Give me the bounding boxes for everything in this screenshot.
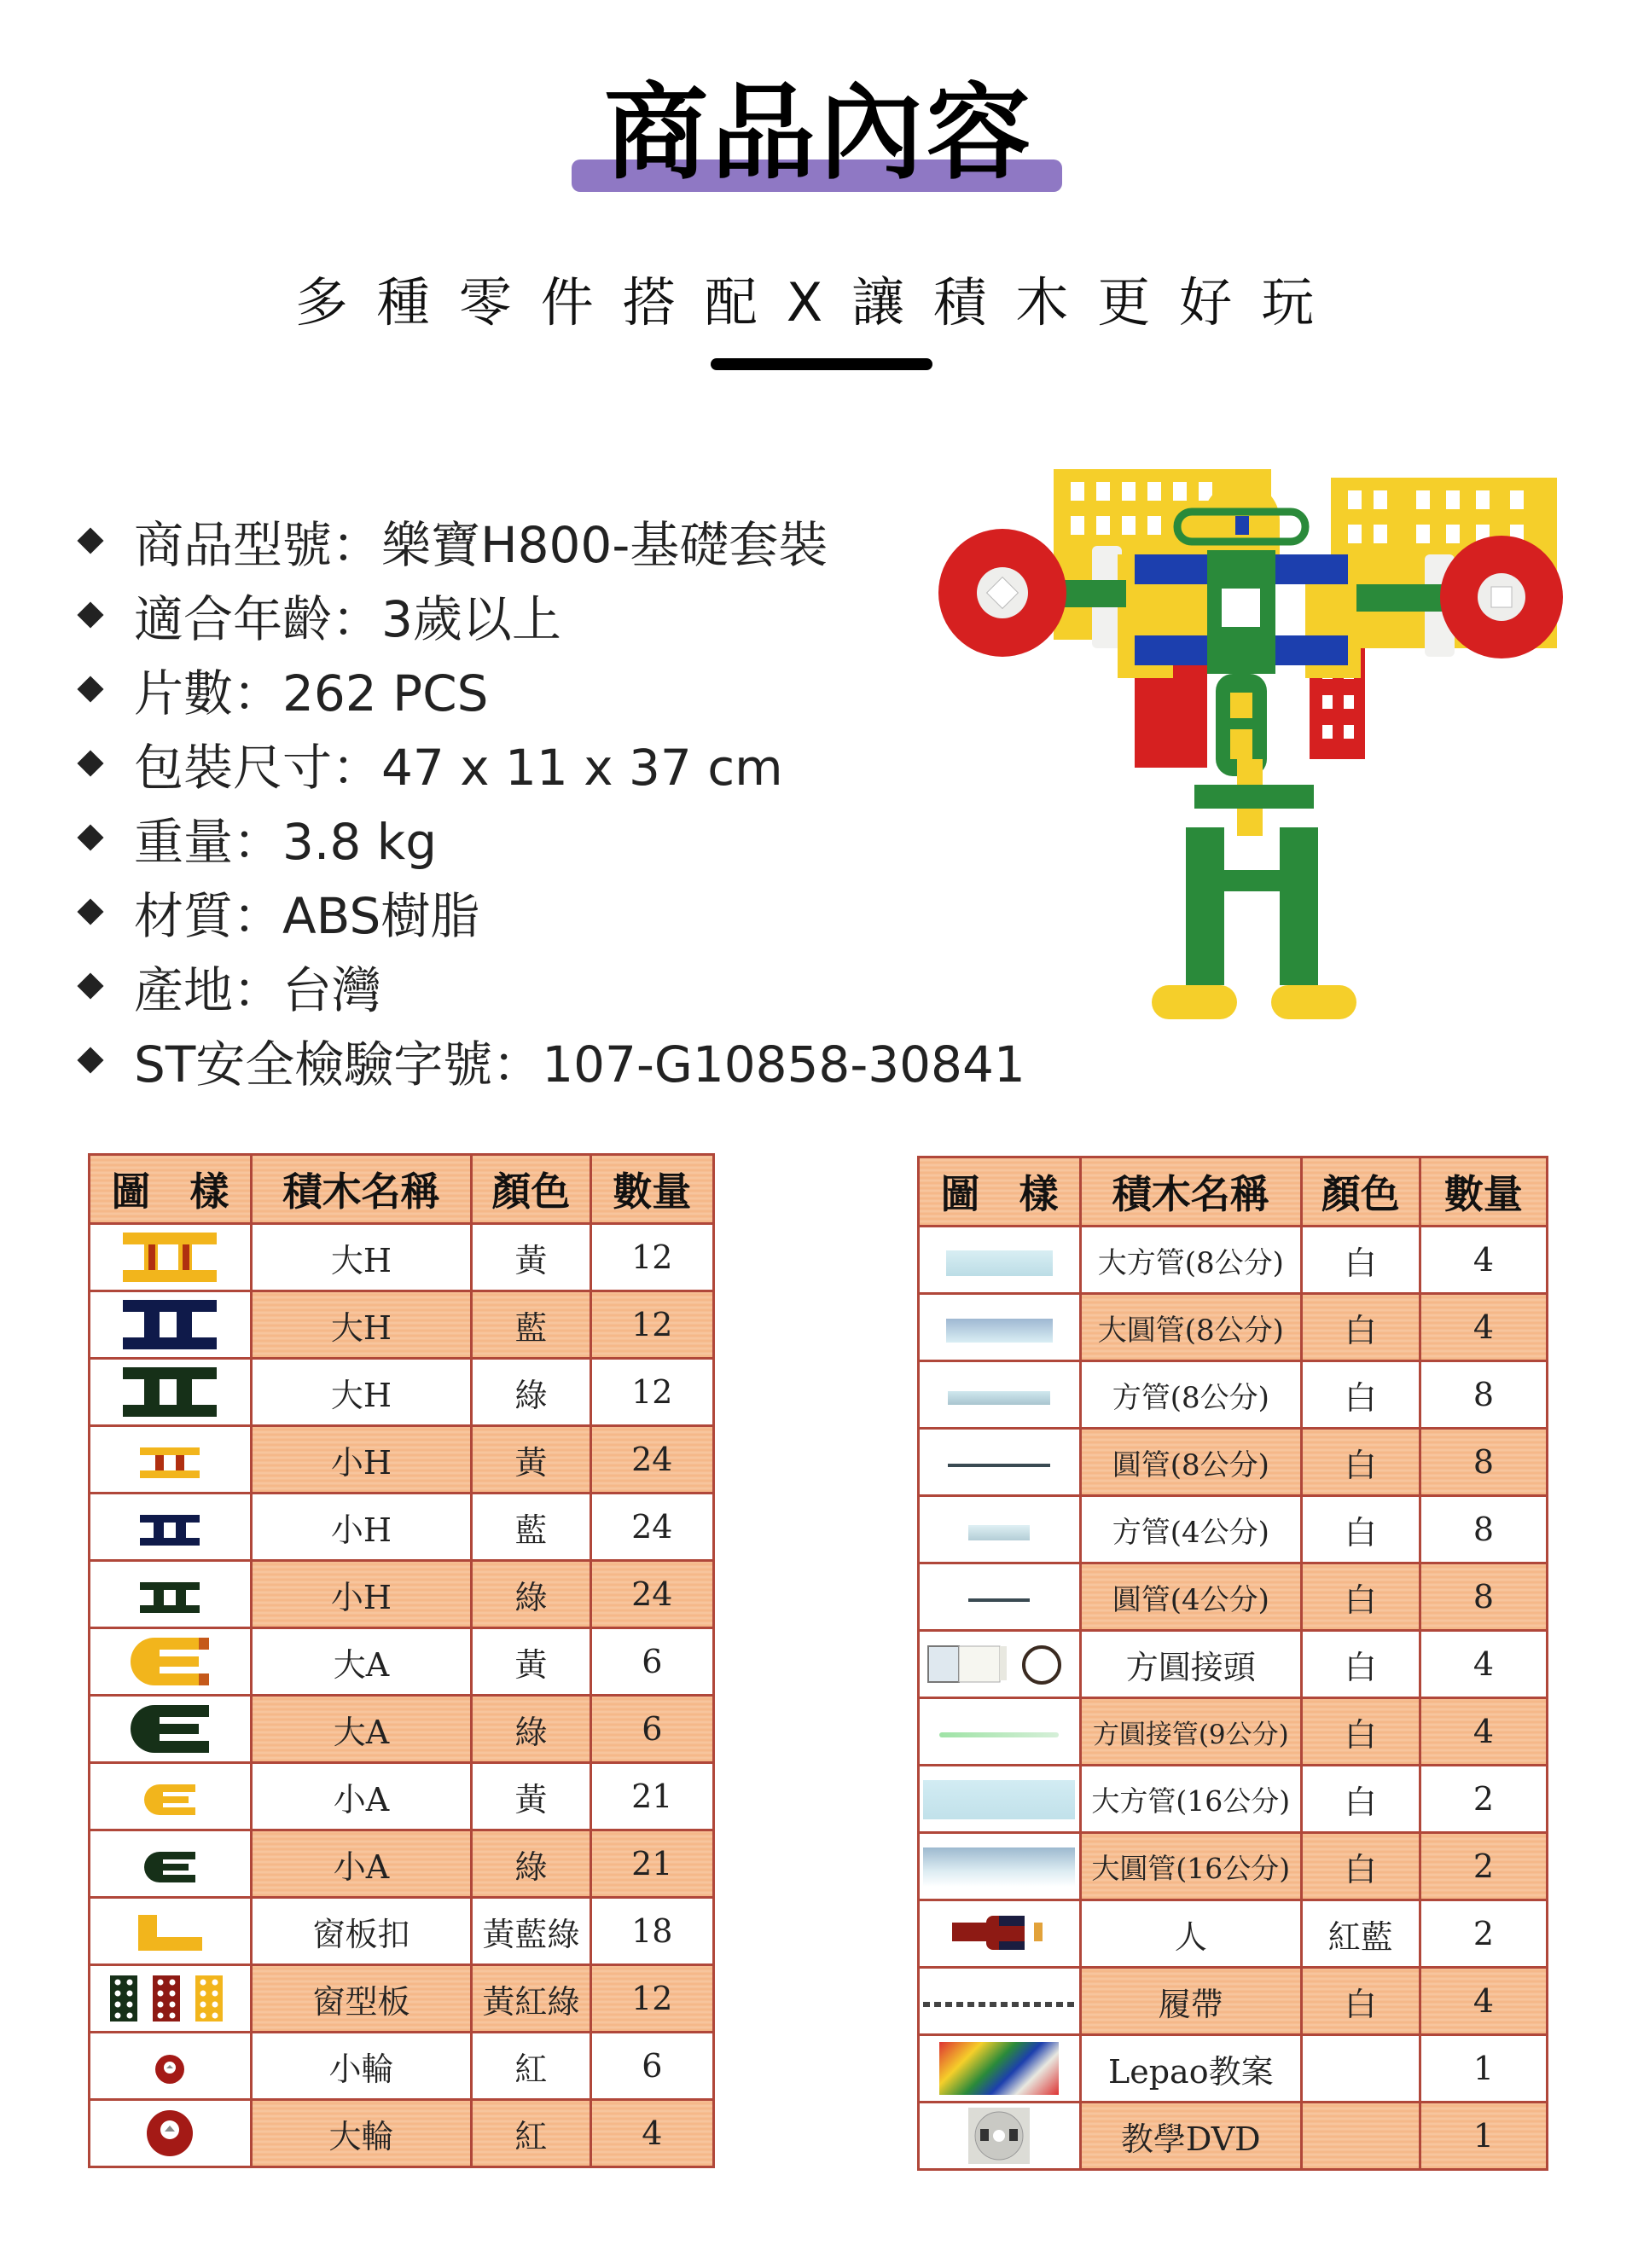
diamond-bullet-icon [77,898,103,925]
part-qty: 4 [1420,1698,1547,1766]
part-qty: 21 [590,1763,713,1830]
big-wheel-icon [146,2109,194,2157]
table-header-row [90,1155,714,1224]
part-qty: 4 [1420,1294,1547,1361]
part-color: 白 [1301,1968,1420,2035]
part-color: 紅 [472,2100,590,2167]
part-color: 綠 [472,1696,590,1763]
part-name: 窗板扣 [251,1898,472,1965]
part-color: 綠 [472,1561,590,1628]
part-name: 大H [251,1359,472,1426]
diamond-bullet-icon [77,972,103,999]
spec-text: 適合年齡：3歲以上 [134,589,561,648]
track-belt-icon [923,2002,1075,2007]
part-qty: 4 [1420,1968,1547,2035]
part-qty: 4 [590,2100,713,2167]
part-name: 大圓管(8公分) [1080,1294,1301,1361]
part-color: 白 [1301,1429,1420,1496]
part-qty: 24 [590,1561,713,1628]
part-name: 大輪 [251,2100,472,2167]
part-color: 綠 [472,1830,590,1898]
table-row [919,1833,1548,1900]
square-tube-icon [948,1391,1050,1405]
spec-text: ST安全檢驗字號：107-G10858-30841 [134,1035,1025,1093]
part-qty: 24 [590,1494,713,1561]
table-row [919,1563,1548,1631]
part-color: 黃藍綠 [472,1898,590,1965]
table-row [919,1766,1548,1833]
part-name: 小A [251,1763,472,1830]
table-row [90,1426,714,1494]
part-name: 窗型板 [251,1965,472,2033]
part-qty: 12 [590,1291,713,1359]
big-a-green-icon [131,1705,209,1753]
part-color: 白 [1301,1294,1420,1361]
part-color: 紅藍 [1301,1900,1420,1968]
table-row [90,2100,714,2167]
window-clip-icon [138,1915,202,1951]
spec-text: 包裝尺寸：47 x 11 x 37 cm [134,738,783,797]
lesson-book-icon [939,2042,1059,2095]
part-color: 白 [1301,1766,1420,1833]
part-name: 方圓接頭 [1080,1631,1301,1698]
table-row [919,1698,1548,1766]
part-color: 藍 [472,1291,590,1359]
header-qty: 數量 [590,1155,713,1224]
table-row [919,1900,1548,1968]
part-qty: 21 [590,1830,713,1898]
part-qty: 8 [1420,1496,1547,1563]
round-tube-icon [948,1464,1050,1467]
part-color: 黃 [472,1224,590,1291]
round-tube-short-icon [968,1598,1030,1602]
table-header-row [919,1157,1548,1227]
part-qty: 18 [590,1898,713,1965]
divider-bar [711,358,932,370]
table-row [90,1291,714,1359]
table-row [90,1696,714,1763]
square-round-tube-icon [939,1732,1059,1737]
part-name: 圓管(4公分) [1080,1563,1301,1631]
part-color: 黃 [472,1628,590,1696]
diamond-bullet-icon [77,750,103,776]
part-qty: 4 [1420,1227,1547,1294]
part-qty: 24 [590,1426,713,1494]
part-color: 黃紅綠 [472,1965,590,2033]
part-name: 人 [1080,1900,1301,1968]
part-qty: 6 [590,2033,713,2100]
small-h-green-icon [140,1582,200,1613]
header-name: 積木名稱 [251,1155,472,1224]
spec-item [73,577,1025,652]
diamond-bullet-icon [77,676,103,702]
header-pattern: 圖 樣 [90,1155,252,1224]
table-row [90,1965,714,2033]
table-row [919,2035,1548,2103]
header-color: 顏色 [472,1155,590,1224]
part-color: 白 [1301,1227,1420,1294]
big-square-tube-long-icon [923,1780,1075,1819]
part-color: 紅 [472,2033,590,2100]
part-color: 綠 [472,1359,590,1426]
part-color: 白 [1301,1631,1420,1698]
spec-item [73,800,1025,874]
subtitle: 多種零件搭配X讓積木更好玩 [294,271,1344,334]
square-tube-short-icon [968,1525,1030,1540]
part-color: 白 [1301,1698,1420,1766]
part-color: 白 [1301,1833,1420,1900]
part-qty: 2 [1420,1766,1547,1833]
part-qty: 8 [1420,1563,1547,1631]
diamond-bullet-icon [77,824,103,850]
part-qty: 8 [1420,1361,1547,1429]
part-name: 方圓接管(9公分) [1080,1698,1301,1766]
figure-icon [952,1912,1046,1955]
part-name: 小H [251,1561,472,1628]
part-name: 大圓管(16公分) [1080,1833,1301,1900]
part-name: 小H [251,1426,472,1494]
table-row [919,1968,1548,2035]
part-name: 大方管(16公分) [1080,1766,1301,1833]
table-row [90,1830,714,1898]
dvd-icon [968,2108,1030,2164]
part-qty: 1 [1420,2035,1547,2103]
spec-text: 產地：台灣 [134,960,382,1019]
big-a-yellow-icon [131,1638,209,1685]
part-name: 大H [251,1224,472,1291]
part-color: 黃 [472,1426,590,1494]
part-name: 小H [251,1494,472,1561]
part-color: 藍 [472,1494,590,1561]
part-color: 白 [1301,1563,1420,1631]
parts-table-left [88,1153,715,2168]
part-qty: 8 [1420,1429,1547,1496]
diamond-bullet-icon [77,1047,103,1073]
table-row [90,1561,714,1628]
part-color [1301,2035,1420,2103]
spec-list [73,503,1025,1097]
part-name: 方管(4公分) [1080,1496,1301,1563]
diamond-bullet-icon [77,527,103,554]
diamond-bullet-icon [77,601,103,628]
big-h-yellow-icon [123,1233,217,1282]
part-color: 白 [1301,1496,1420,1563]
big-round-tube-long-icon [923,1847,1075,1887]
spec-item [73,1023,1025,1097]
part-name: 履帶 [1080,1968,1301,2035]
part-name: 教學DVD [1080,2103,1301,2170]
big-h-green-icon [123,1367,217,1417]
table-row [919,1429,1548,1496]
part-color: 黃 [472,1763,590,1830]
window-panel-icon [110,1975,229,2021]
part-name: 小輪 [251,2033,472,2100]
part-name: Lepao教案 [1080,2035,1301,2103]
part-color: 白 [1301,1361,1420,1429]
parts-table-right [917,1156,1548,2171]
small-h-yellow-icon [140,1447,200,1478]
table-row [90,1628,714,1696]
spec-item [73,726,1025,800]
part-qty: 4 [1420,1631,1547,1698]
header-pattern: 圖 樣 [919,1157,1081,1227]
big-round-tube-icon [946,1319,1053,1343]
small-a-green-icon [144,1852,195,1882]
square-round-connector-icon [926,1639,1072,1689]
spec-text: 材質：ABS樹脂 [134,886,480,945]
part-qty: 1 [1420,2103,1547,2170]
part-name: 大方管(8公分) [1080,1227,1301,1294]
part-name: 圓管(8公分) [1080,1429,1301,1496]
spec-item [73,503,1025,577]
spec-item [73,948,1025,1023]
small-a-yellow-icon [144,1784,195,1815]
part-qty: 12 [590,1359,713,1426]
table-row [90,1898,714,1965]
table-row [90,2033,714,2100]
table-row [919,1227,1548,1294]
product-robot-image [921,469,1578,1100]
part-color [1301,2103,1420,2170]
small-h-blue-icon [140,1515,200,1546]
spec-item [73,874,1025,948]
part-qty: 2 [1420,1833,1547,1900]
part-qty: 6 [590,1696,713,1763]
part-qty: 12 [590,1965,713,2033]
spec-text: 片數：262 PCS [134,664,489,722]
part-qty: 12 [590,1224,713,1291]
spec-text: 商品型號：樂寶H800-基礎套裝 [134,515,828,574]
big-h-blue-icon [123,1300,217,1349]
table-row [919,1361,1548,1429]
table-row [919,1294,1548,1361]
part-qty: 6 [590,1628,713,1696]
part-name: 大A [251,1696,472,1763]
table-row [919,2103,1548,2170]
part-name: 大H [251,1291,472,1359]
part-qty: 2 [1420,1900,1547,1968]
small-wheel-icon [154,2054,185,2085]
title-section [0,73,1638,194]
part-name: 大A [251,1628,472,1696]
header-color: 顏色 [1301,1157,1420,1227]
spec-text: 重量：3.8 kg [134,812,438,871]
table-row [90,1224,714,1291]
big-square-tube-icon [946,1250,1053,1276]
table-row [919,1631,1548,1698]
page-title: 商品內容 [604,73,1034,194]
part-name: 小A [251,1830,472,1898]
table-row [90,1494,714,1561]
header-qty: 數量 [1420,1157,1547,1227]
header-name: 積木名稱 [1080,1157,1301,1227]
table-row [90,1359,714,1426]
table-row [90,1763,714,1830]
table-row [919,1496,1548,1563]
spec-item [73,652,1025,726]
part-name: 方管(8公分) [1080,1361,1301,1429]
